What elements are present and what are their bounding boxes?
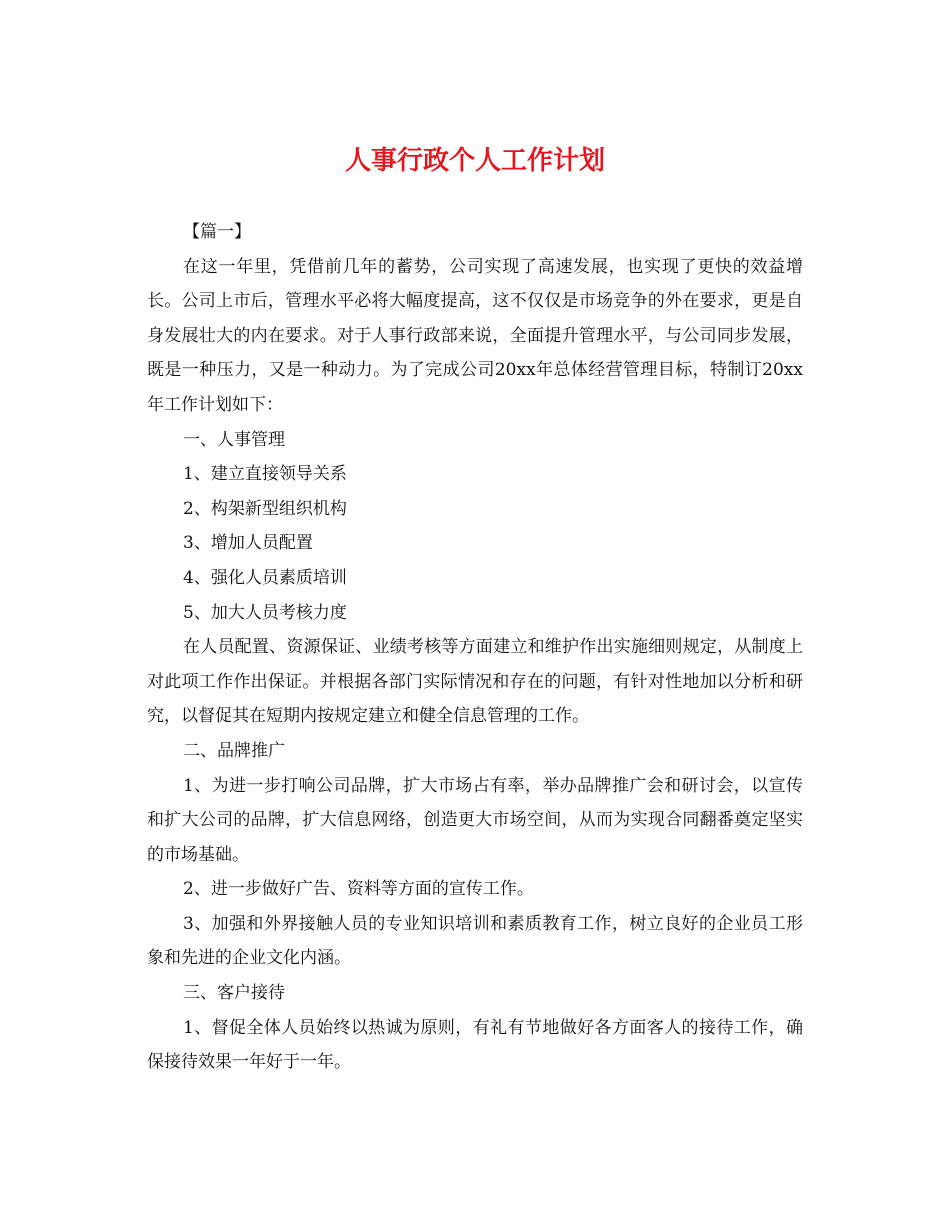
document-body bbox=[147, 215, 803, 1080]
list-item: 5、加大人员考核力度 bbox=[183, 602, 347, 623]
list-item: 3、增加人员配置 bbox=[183, 533, 313, 554]
list-item: 1、建立直接领导关系 bbox=[183, 464, 347, 485]
list-item: 3、加强和外界接触人员的专业知识培训和素质教育工作，树立良好的企业员工形象和先进的企业文化内涵。 bbox=[147, 913, 803, 969]
heading-customer-reception: 三、客户接待 bbox=[183, 983, 285, 1004]
intro-paragraph: 在这一年里，凭借前几年的蓄势，公司实现了高速发展，也实现了更快的效益增长。公司上市后，管理水平必将大幅度提高，这不仅仅是市场竞争的外在要求，更是自身发展壮大的内在要求。对于人事行政部来说，全面提升管理水平，与公司同步发展，既是一种压力，又是一种动力。为了完成公司20xx年总体经营管理目标，特制订20xx年工作计划如下： bbox=[147, 256, 803, 415]
list-item: 2、构架新型组织机构 bbox=[183, 498, 347, 519]
heading-brand-promotion: 二、品牌推广 bbox=[183, 740, 285, 761]
section-marker: 【篇一】 bbox=[183, 222, 251, 242]
list-item: 1、为进一步打响公司品牌，扩大市场占有率，举办品牌推广会和研讨会，以宣传和扩大公司的品牌，扩大信息网络，创造更大市场空间，从而为实现合同翻番奠定坚实的市场基础。 bbox=[147, 775, 803, 865]
list-item: 2、进一步做好广告、资料等方面的宣传工作。 bbox=[183, 879, 534, 900]
heading-personnel-management: 一、人事管理 bbox=[183, 429, 285, 450]
list-item: 1、督促全体人员始终以热诚为原则，有礼有节地做好各方面客人的接待工作，确保接待效果一年好于一年。 bbox=[147, 1017, 803, 1073]
list-item: 4、强化人员素质培训 bbox=[183, 567, 347, 588]
body-paragraph: 在人员配置、资源保证、业绩考核等方面建立和维护作出实施细则规定，从制度上对此项工作作出保证。并根据各部门实际情况和存在的问题，有针对性地加以分析和研究，以督促其在短期内按规定建立和健全信息管理的工作。 bbox=[147, 637, 803, 727]
document-title: 人事行政个人工作计划 bbox=[344, 146, 605, 176]
